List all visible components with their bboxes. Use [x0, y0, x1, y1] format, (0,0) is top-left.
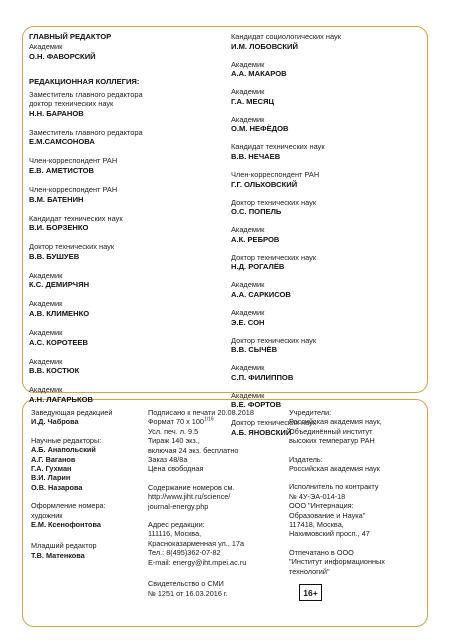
founders-line: высоких температур РАН	[289, 436, 375, 446]
chief-editor-name: О.Н. ФАВОРСКИЙ	[29, 51, 96, 61]
contractor-line: ООО "Интернация:	[289, 501, 354, 511]
member-role: Доктор технических наук	[231, 335, 317, 345]
member-name: С.П. ФИЛИППОВ	[231, 372, 294, 382]
member-name: Г.Г. ОЛЬХОВСКИЙ	[231, 179, 298, 189]
member-name: Г.А. МЕСЯЦ	[231, 96, 275, 106]
editors-label: Научные редакторы:	[31, 435, 102, 445]
member-name: О.М. НЕФЁДОВ	[231, 124, 289, 134]
member-name: А.А. МАКАРОВ	[231, 69, 287, 79]
member-role: Академик	[231, 280, 265, 290]
member-name: А.Н. ЛАГАРЬКОВ	[29, 394, 93, 404]
certificate-number: № 1251 от 16.03.2016 г.	[148, 588, 228, 598]
member-role: Академик	[231, 307, 265, 317]
member-name: О.С. ПОПЕЛЬ	[231, 207, 282, 217]
publisher-name: Российская академия наук	[289, 464, 380, 474]
head-label: Заведующая редакцией	[31, 408, 113, 417]
publisher-column	[289, 408, 421, 576]
member-name: А.С. КОРОТЕЕВ	[29, 337, 88, 347]
member-role: Доктор технических наук	[231, 418, 317, 428]
member-role: Член-корреспондент РАН	[29, 156, 118, 166]
certificate-label: Свидетельство о СМИ	[148, 579, 224, 589]
founders-label: Учредители:	[289, 408, 332, 417]
member-name: И.М. ЛОБОВСКИЙ	[231, 41, 298, 51]
founders-line: Российская академия наук,	[289, 417, 382, 427]
print-format-fraction: 1/16	[203, 416, 214, 423]
member-name: К.С. ДЕМИРЧЯН	[29, 280, 90, 290]
member-name: В.М. БАТЕНИН	[29, 194, 84, 204]
editor-name: Г.А. Гухман	[31, 464, 72, 474]
print-sheets: Усл. печ. л. 9.5	[148, 426, 199, 436]
design-name: Е.М. Ксенофонтова	[31, 520, 101, 530]
head-name: И.Д. Чаброва	[31, 417, 79, 427]
contractor-line: № 4У-ЭА-014-18	[289, 491, 346, 501]
staff-column	[31, 408, 139, 560]
editor-name: А.Г. Ваганов	[31, 454, 76, 464]
member-role: Академик	[231, 87, 265, 97]
contents-link[interactable]: http://www.jiht.ru/science/	[148, 492, 231, 502]
contractor-line: Образование и Наука"	[289, 510, 366, 520]
printed-line: Отпечатано в ООО	[289, 547, 354, 557]
editorial-board-left-column	[29, 32, 224, 414]
member-name: Н.Н. БАРАНОВ	[29, 108, 84, 118]
member-role: Академик	[29, 299, 63, 309]
member-name: В.В. СЫЧЁВ	[231, 345, 278, 355]
contractor-line: Исполнитель по контракту	[289, 482, 379, 492]
member-name: В.В. КОСТЮК	[29, 366, 80, 376]
editor-name: О.В. Назарова	[31, 482, 83, 492]
editor-name: А.Б. Анапольский	[31, 445, 96, 455]
address-line: 111116, Москва,	[148, 529, 202, 539]
member-role: Кандидат технических наук	[231, 142, 325, 152]
member-name: Э.Е. СОН	[231, 317, 265, 327]
member-name: А.К. РЕБРОВ	[231, 234, 280, 244]
print-info-column	[148, 408, 278, 598]
member-name: Н.Д. РОГАЛЁВ	[231, 262, 285, 272]
junior-editor-name: Т.В. Матенкова	[31, 550, 85, 560]
member-role: Член-корреспондент РАН	[29, 184, 118, 194]
print-free-copies: включая 24 экз. бесплатно	[148, 445, 239, 455]
member-role: Академик	[231, 390, 265, 400]
print-price: Цена свободная	[148, 464, 204, 474]
design-role: художник	[31, 510, 63, 520]
member-role: Академик	[29, 270, 63, 280]
member-role: Академик	[29, 385, 63, 395]
print-date: Подписано к печати 20.08.2018	[148, 408, 254, 417]
member-name: А.Б. ЯНОВСКИЙ	[231, 427, 292, 437]
contractor-line: 117418, Москва,	[289, 520, 344, 530]
member-role: Академик	[231, 225, 265, 235]
address-label: Адрес редакции:	[148, 520, 205, 530]
member-role: Доктор технических наук	[29, 242, 115, 252]
phone: Тел.: 8(495)362-07-82	[148, 548, 221, 558]
member-role: Академик	[231, 114, 265, 124]
member-role: Доктор технических наук	[231, 252, 317, 262]
member-role: Заместитель главного редактора	[29, 127, 143, 137]
board-title: РЕДАКЦИОННАЯ КОЛЛЕГИЯ:	[29, 76, 140, 86]
member-name: А.А. САРКИСОВ	[231, 289, 291, 299]
member-role: Кандидат технических наук	[29, 213, 123, 223]
printed-line: технологий"	[289, 566, 330, 576]
member-role: Кандидат социологических наук	[231, 32, 341, 41]
member-name: Е.М.САМСОНОВА	[29, 137, 95, 147]
print-format-text: Формат 70 х 100	[148, 417, 204, 427]
address-line: Красноказарменная ул., 17а	[148, 538, 245, 548]
chief-editor-title: ГЛАВНЫЙ РЕДАКТОР	[29, 32, 112, 41]
member-name: А.В. КЛИМЕНКО	[29, 308, 90, 318]
print-order: Заказ 48/8а	[148, 455, 188, 465]
chief-editor-rank: Академик	[29, 42, 63, 51]
member-role: Академик	[231, 59, 265, 69]
design-label: Оформление номера:	[31, 501, 106, 511]
printed-line: "Институт информационных	[289, 557, 385, 567]
member-role: Академик	[29, 327, 63, 337]
member-role: Член-корреспондент РАН	[231, 169, 320, 179]
contents-label: Содержание номеров см.	[148, 482, 235, 492]
publisher-label: Издатель:	[289, 454, 323, 464]
member-role: Заместитель главного редактора	[29, 89, 143, 99]
editorial-board-right-column	[231, 32, 423, 446]
founders-line: Объединённый институт	[289, 426, 373, 436]
member-name: В.В. НЕЧАЕВ	[231, 151, 281, 161]
member-role: Доктор технических наук	[231, 197, 317, 207]
print-format	[148, 417, 278, 426]
member-role: Академик	[231, 363, 265, 373]
contents-link-path[interactable]: journal-energy.php	[148, 501, 209, 511]
member-name: Е.В. АМЕТИСТОВ	[29, 165, 94, 175]
print-run: Тираж 140 экз.,	[148, 436, 200, 446]
junior-editor-label: Младший редактор	[31, 541, 97, 551]
contractor-line: Нахимовский просп., 47	[289, 529, 370, 539]
member-name: В.В. БУШУЕВ	[29, 251, 80, 261]
member-name: В.И. БОРЗЕНКО	[29, 223, 89, 233]
member-name: В.Е. ФОРТОВ	[231, 400, 282, 410]
editor-name: В.И. Ларин	[31, 473, 71, 483]
member-role: Академик	[29, 356, 63, 366]
age-rating-badge: 16+	[299, 584, 322, 601]
email-link[interactable]: E-mail: energy@iht.mpei.ac.ru	[148, 557, 247, 567]
member-role: доктор технических наук	[29, 99, 114, 109]
